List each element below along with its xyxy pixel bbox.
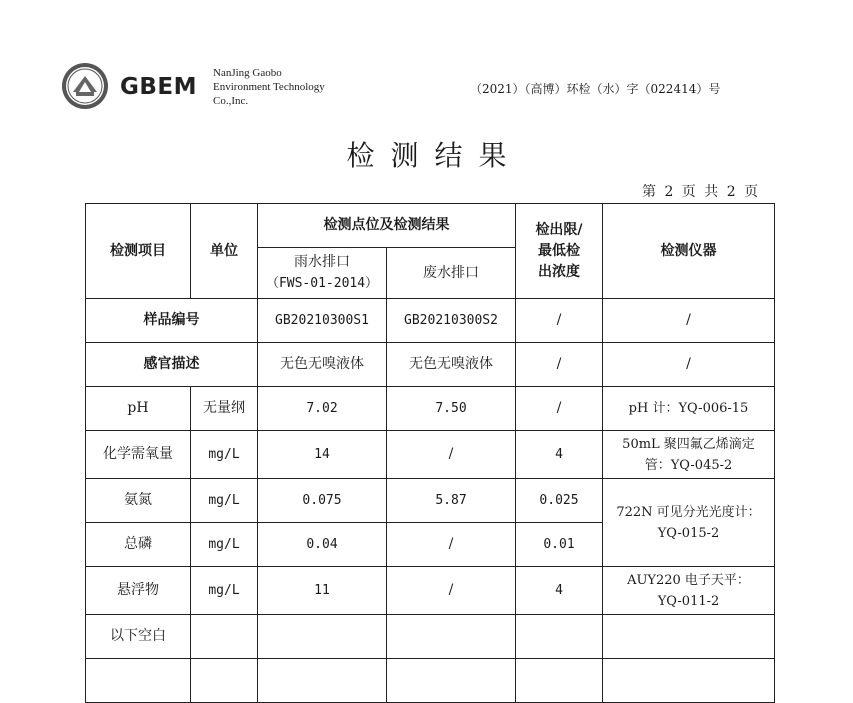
empty-cell bbox=[603, 659, 775, 703]
row-p1: 11 bbox=[258, 567, 387, 615]
row-item: pH bbox=[86, 387, 191, 431]
row-unit: mg/L bbox=[191, 479, 258, 523]
company-name bbox=[213, 66, 325, 108]
row-instrument bbox=[603, 431, 775, 479]
row-unit: mg/L bbox=[191, 431, 258, 479]
header-item: 检测项目 bbox=[86, 204, 191, 299]
instrument-line: YQ-015-2 bbox=[657, 525, 720, 541]
header-limit-line: 检出限/ bbox=[535, 221, 583, 238]
sensory-row bbox=[86, 343, 775, 387]
header-limit bbox=[516, 204, 603, 299]
report-number: （2021）（高博）环检（水）字（022414）号 bbox=[470, 82, 721, 96]
empty-cell bbox=[516, 659, 603, 703]
empty-cell bbox=[258, 615, 387, 659]
row-p2: 7.50 bbox=[387, 387, 516, 431]
row-instrument: pH 计：YQ-006-15 bbox=[603, 387, 775, 431]
row-unit: mg/L bbox=[191, 567, 258, 615]
empty-cell bbox=[191, 615, 258, 659]
header-limit-line: 出浓度 bbox=[538, 263, 580, 280]
row-unit: 无量纲 bbox=[191, 387, 258, 431]
point1-name: 雨水排口 bbox=[294, 254, 350, 270]
empty-cell bbox=[603, 615, 775, 659]
header-instrument: 检测仪器 bbox=[603, 204, 775, 299]
company-line: Environment Technology bbox=[213, 81, 325, 93]
blank-row bbox=[86, 615, 775, 659]
row-limit: 4 bbox=[516, 567, 603, 615]
row-p2: 5.87 bbox=[387, 479, 516, 523]
sensory-label: 感官描述 bbox=[86, 343, 258, 387]
empty-cell bbox=[86, 659, 191, 703]
blank-label: 以下空白 bbox=[86, 615, 191, 659]
empty-row bbox=[86, 659, 775, 703]
page-title: 检测结果 bbox=[346, 139, 523, 172]
instrument-line: 722N 可见分光光度计： bbox=[616, 504, 761, 520]
row-p1: 7.02 bbox=[258, 387, 387, 431]
row-p2: / bbox=[387, 523, 516, 567]
sensory-p1: 无色无嗅液体 bbox=[258, 343, 387, 387]
sample-id-limit: / bbox=[516, 299, 603, 343]
sensory-p2: 无色无嗅液体 bbox=[387, 343, 516, 387]
row-item: 总磷 bbox=[86, 523, 191, 567]
sample-id-row bbox=[86, 299, 775, 343]
row-limit: / bbox=[516, 387, 603, 431]
row-instrument bbox=[603, 567, 775, 615]
point1-code: （FWS-01-2014） bbox=[265, 276, 379, 291]
empty-cell bbox=[516, 615, 603, 659]
row-limit: 0.025 bbox=[516, 479, 603, 523]
row-unit: mg/L bbox=[191, 523, 258, 567]
instrument-line: 管：YQ-045-2 bbox=[644, 457, 733, 473]
header-limit-line: 最低检 bbox=[538, 242, 580, 259]
header-unit: 单位 bbox=[191, 204, 258, 299]
page-indicator: 第 2 页 共 2 页 bbox=[642, 184, 761, 200]
instrument-line: YQ-011-2 bbox=[657, 593, 720, 609]
sample-id-instrument: / bbox=[603, 299, 775, 343]
row-item: 悬浮物 bbox=[86, 567, 191, 615]
empty-cell bbox=[387, 659, 516, 703]
empty-cell bbox=[387, 615, 516, 659]
row-p1: 14 bbox=[258, 431, 387, 479]
company-line: Co.,Inc. bbox=[213, 95, 249, 107]
sensory-limit: / bbox=[516, 343, 603, 387]
row-p1: 0.075 bbox=[258, 479, 387, 523]
table-row bbox=[86, 431, 775, 479]
instrument-line: 50mL 聚四氟乙烯滴定 bbox=[622, 436, 755, 452]
row-limit: 4 bbox=[516, 431, 603, 479]
empty-cell bbox=[191, 659, 258, 703]
table-row bbox=[86, 479, 775, 523]
brand-name: GBEM bbox=[120, 74, 198, 100]
row-p1: 0.04 bbox=[258, 523, 387, 567]
row-p2: / bbox=[387, 567, 516, 615]
sensory-instrument: / bbox=[603, 343, 775, 387]
row-limit: 0.01 bbox=[516, 523, 603, 567]
header-point1 bbox=[258, 248, 387, 299]
row-instrument bbox=[603, 479, 775, 567]
sample-id-p1: GB20210300S1 bbox=[258, 299, 387, 343]
row-item: 氨氮 bbox=[86, 479, 191, 523]
header-point2: 废水排口 bbox=[387, 248, 516, 299]
sample-id-p2: GB20210300S2 bbox=[387, 299, 516, 343]
table-row bbox=[86, 387, 775, 431]
company-line: NanJing Gaobo bbox=[213, 67, 282, 79]
header-points-group: 检测点位及检测结果 bbox=[258, 204, 516, 248]
empty-cell bbox=[258, 659, 387, 703]
results-table bbox=[85, 203, 775, 703]
row-item: 化学需氧量 bbox=[86, 431, 191, 479]
company-seal-logo bbox=[61, 62, 109, 110]
table-row bbox=[86, 567, 775, 615]
row-p2: / bbox=[387, 431, 516, 479]
sample-id-label: 样品编号 bbox=[86, 299, 258, 343]
instrument-line: AUY220 电子天平： bbox=[627, 572, 750, 588]
header-row bbox=[86, 204, 775, 248]
